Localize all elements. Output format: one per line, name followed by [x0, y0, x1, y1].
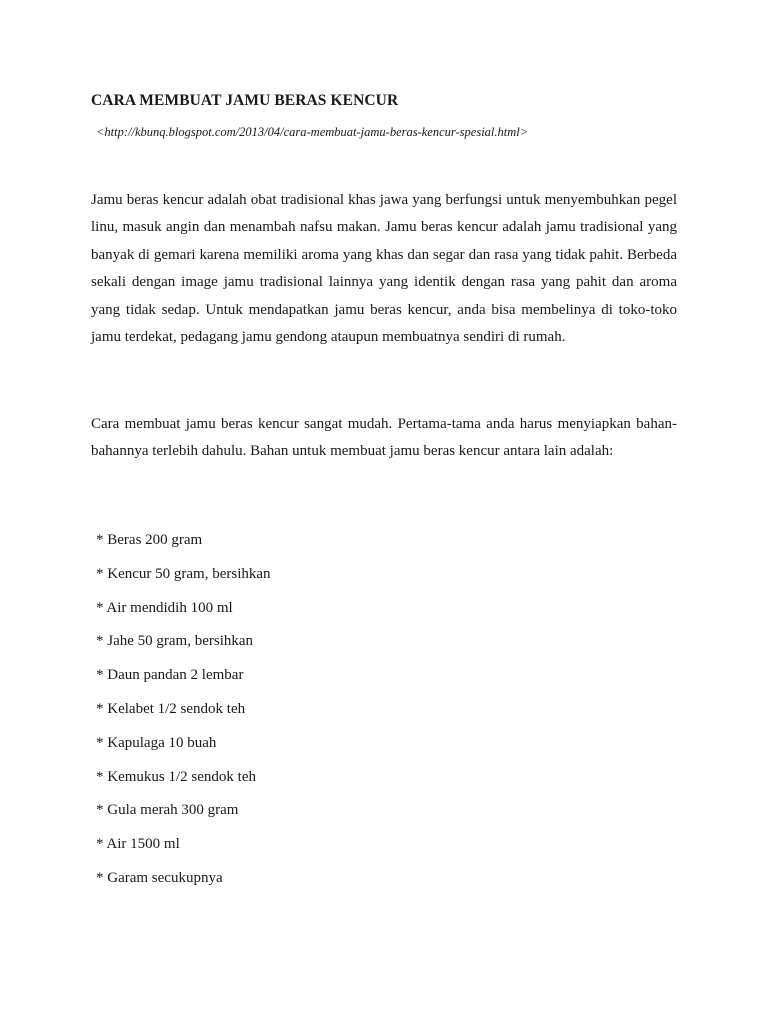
list-item: * Beras 200 gram [96, 532, 203, 548]
document-title: CARA MEMBUAT JAMU BERAS KENCUR [91, 92, 399, 109]
list-item: * Jahe 50 gram, bersihkan [96, 633, 254, 650]
list-item: * Kencur 50 gram, bersihkan [96, 565, 271, 582]
list-item: * Daun pandan 2 lembar [96, 667, 244, 684]
paragraph-intro: Jamu beras kencur adalah obat tradisional khas jawa yang berfungsi untuk menyembuhkan pegel linu, masuk angin dan menambah nafsu makan. Jamu beras kencur adalah jamu tradisional yang banyak di gemari karena memiliki aroma yang khas dan segar dan rasa yang tidak pahit. Berbeda sekali dengan image jamu tradisional lainnya yang identik dengan rasa yang pahit dan aroma yang tidak sedap. Untuk mendapatkan jamu beras kencur, anda bisa membelinya di toko-toko jamu terdekat, pedagang jamu gendong ataupun membuatnya sendiri di rumah. [91, 192, 677, 346]
list-item: * Air 1500 ml [96, 836, 180, 853]
list-item: * Garam secukupnya [96, 869, 223, 886]
list-item: * Gula merah 300 gram [96, 802, 239, 819]
list-item: * Kapulaga 10 buah [96, 734, 217, 751]
list-item: * Air mendidih 100 ml [96, 599, 233, 616]
list-item: * Kelabet 1/2 sendok teh [96, 700, 246, 717]
paragraph-ingredients-intro: Cara membuat jamu beras kencur sangat mudah. Pertama-tama anda harus menyiapkan bahan-bahannya terlebih dahulu. Bahan untuk membuat jamu beras kencur antara lain adalah: [91, 416, 677, 460]
ingredient-list [96, 527, 271, 899]
list-item: * Kemukus 1/2 sendok teh [96, 768, 256, 785]
source-url: <http://kbunq.blogspot.com/2013/04/cara-membuat-jamu-beras-kencur-spesial.html> [96, 125, 529, 139]
